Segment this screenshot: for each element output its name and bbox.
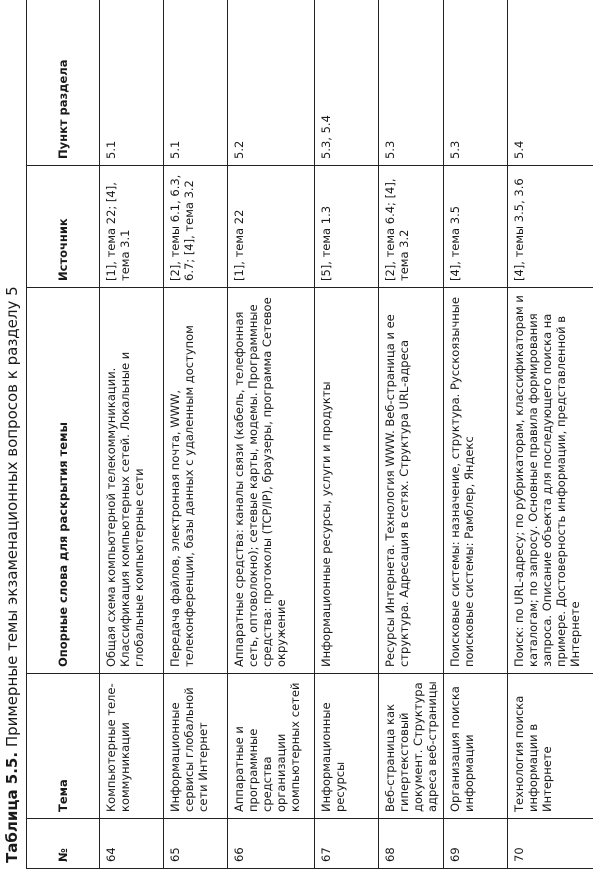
cell-keywords: Передача файлов, электронная почта, WWW, телеконференции, базы данных с удаленным доступом: [164, 288, 228, 674]
header-section: Пункт раздела: [27, 0, 100, 166]
header-source: Источник: [27, 166, 100, 288]
cell-source: [4], тема 3.5: [444, 166, 508, 288]
cell-source: [5], тема 1.3: [315, 166, 379, 288]
table-row: [228, 0, 315, 869]
cell-keywords: Информационные ресурсы, услуги и продукты: [315, 288, 379, 674]
cell-num: 65: [164, 819, 228, 869]
table-row: [164, 0, 228, 869]
exam-topics-table: [26, 0, 593, 869]
table-row: [100, 0, 164, 869]
cell-num: 70: [508, 819, 593, 869]
cell-num: 68: [379, 819, 444, 869]
cell-topic: Информационные сервисы глобальной сети Интернет: [164, 674, 228, 819]
cell-section: 5.3: [379, 0, 444, 166]
cell-source: [1], тема 22; [4], тема 3.1: [100, 166, 164, 288]
table-caption: [0, 286, 24, 863]
table-header-row: [27, 0, 100, 869]
cell-keywords: Аппаратные средства: каналы связи (кабель, телефонная сеть, оптоволокно); сетевые карты, модемы. Программные средства: протоколы (TCP/IP), браузеры, программа Сетевое окружение: [228, 288, 315, 674]
header-topic: Тема: [27, 674, 100, 819]
cell-section: 5.1: [164, 0, 228, 166]
cell-section: 5.3, 5.4: [315, 0, 379, 166]
cell-keywords: Поиск: по URL-адресу; по рубрикаторам, классификаторам и каталогам; по запросу. Основные правила формирования запроса. Описание объекта для последующего поиска на примере. Достоверность информации, представленной в Интернете: [508, 288, 593, 674]
cell-keywords: Ресурсы Интернета. Технология WWW. Веб-страница и ее структура. Адресация в сетях. Структура URL-адреса: [379, 288, 444, 674]
cell-num: 69: [444, 819, 508, 869]
cell-keywords: Поисковые системы: назначение, структура. Русскоязычные поисковые системы: Рамблер, Яндекс: [444, 288, 508, 674]
cell-source: [2], темы 6.1, 6.3, 6.7; [4], тема 3.2: [164, 166, 228, 288]
table-caption-label: Таблица 5.5.: [3, 751, 21, 863]
cell-source: [1], тема 22: [228, 166, 315, 288]
cell-keywords: Общая схема компьютерной телекоммуникации. Классификация компьютерных сетей. Локальные и глобальные компьютерные сети: [100, 288, 164, 674]
header-keywords: Опорные слова для раскрытия темы: [27, 288, 100, 674]
table-row: [379, 0, 444, 869]
cell-section: 5.3: [444, 0, 508, 166]
cell-topic: Информационные ресурсы: [315, 674, 379, 819]
cell-topic: Технология поиска информации в Интернете: [508, 674, 593, 819]
table-row: [315, 0, 379, 869]
table-caption-text: Примерные темы экзаменационных вопросов к разделу 5: [3, 286, 21, 752]
cell-topic: Компьютерные теле-коммуникации: [100, 674, 164, 819]
cell-num: 67: [315, 819, 379, 869]
header-num: №: [27, 819, 100, 869]
cell-source: [2], тема 6.4; [4], тема 3.2: [379, 166, 444, 288]
cell-topic: Аппаратные и программные средства организации компьютерных сетей: [228, 674, 315, 819]
cell-source: [4], темы 3.5, 3.6: [508, 166, 593, 288]
cell-num: 66: [228, 819, 315, 869]
cell-section: 5.2: [228, 0, 315, 166]
cell-topic: Организация поиска информации: [444, 674, 508, 819]
cell-section: 5.1: [100, 0, 164, 166]
cell-num: 64: [100, 819, 164, 869]
cell-section: 5.4: [508, 0, 593, 166]
table-row: [444, 0, 508, 869]
cell-topic: Веб-страница как гипертекстовый документ. Структура адреса веб-страницы: [379, 674, 444, 819]
table-row: [508, 0, 593, 869]
